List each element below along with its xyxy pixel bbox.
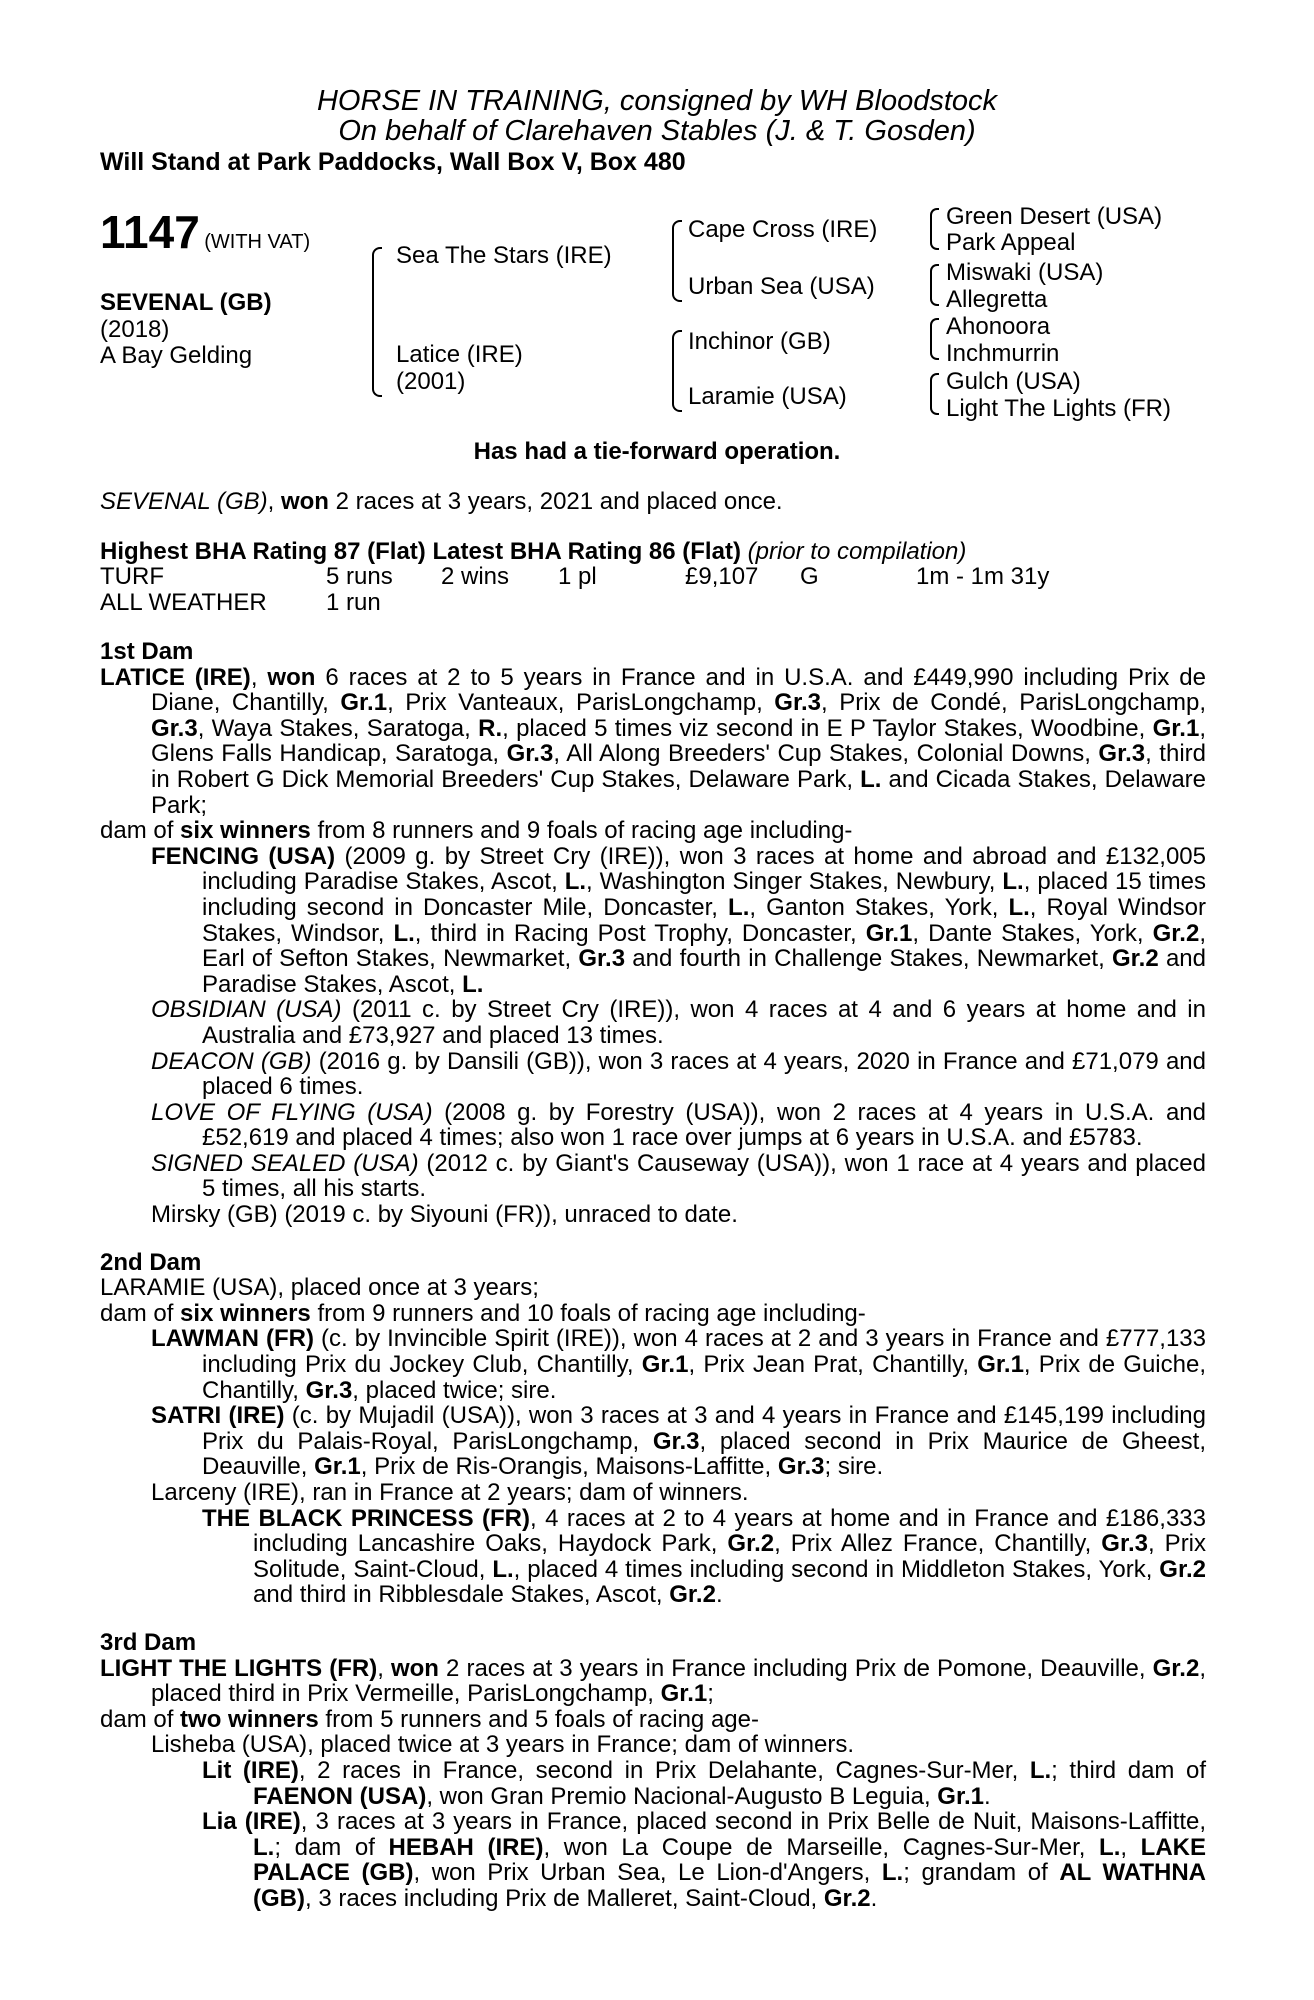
pedigree-ddd: Light The Lights (FR) xyxy=(946,395,1171,422)
pedigree-ssd: Park Appeal xyxy=(946,229,1076,256)
first-dam-heading: 1st Dam xyxy=(100,638,194,665)
turf-prize-money: £9,107 xyxy=(685,563,759,590)
summary-horse-name: SEVENAL (GB) xyxy=(100,488,268,515)
operation-note: Has had a tie-forward operation. xyxy=(473,438,841,465)
pedigree-dam-dam: Laramie (USA) xyxy=(688,383,847,410)
produce-lawman: LAWMAN (FR) (c. by Invincible Spirit (IRE)), won 4 races at 2 and 3 years in France and £777,133 including Prix du Jockey Club, Chantilly, Gr.1, Prix Jean Prat, Chantilly, Gr.1, Prix de Guiche, Chantilly, Gr.3, placed twice; sire. xyxy=(151,1325,1207,1404)
race-summary: SEVENAL (GB), won 2 races at 3 years, 2021 and placed once. xyxy=(100,488,783,515)
pedigree-dds: Gulch (USA) xyxy=(946,368,1081,395)
turf-placings: 1 pl xyxy=(558,563,597,590)
lot-number: 1147 xyxy=(100,206,200,258)
pedigree-dsd: Inchmurrin xyxy=(946,340,1060,367)
header-line-2: On behalf of Clarehaven Stables (J. & T. Gosden) xyxy=(338,115,976,147)
pedigree-brace-1 xyxy=(372,247,382,397)
pedigree-dam-sire: Inchinor (GB) xyxy=(688,328,831,355)
pedigree-brace-3 xyxy=(672,330,682,412)
pedigree-dss: Ahonoora xyxy=(946,313,1051,340)
horse-name: SEVENAL (GB) xyxy=(100,289,272,316)
pedigree-sss: Green Desert (USA) xyxy=(946,203,1163,230)
pedigree-brace-6 xyxy=(930,318,939,360)
pedigree-sds: Miswaki (USA) xyxy=(946,259,1104,286)
second-dam-entry: LARAMIE (USA), placed once at 3 years; xyxy=(100,1274,539,1302)
produce-signed-sealed: SIGNED SEALED (USA) (2012 c. by Giant's Causeway (USA)), won 1 race at 4 years and placed 5 times, all his starts. xyxy=(151,1149,1206,1203)
aw-label: ALL WEATHER xyxy=(100,589,267,616)
produce-satri: SATRI (IRE) (c. by Mujadil (USA)), won 3 races at 3 and 4 years in France and £145,199 including Prix du Palais-Royal, ParisLongchamp, Gr.3, placed second in Prix Maurice de Gheest, Deauville, Gr.1, Prix de Ris-Orangis, Maisons-Laffitte, Gr.3; sire. xyxy=(151,1402,1206,1481)
horse-description: A Bay Gelding xyxy=(100,342,253,369)
ratings-line xyxy=(100,539,966,565)
first-dam-produce-line: dam of six winners from 8 runners and 9 foals of racing age including- xyxy=(100,817,853,845)
horse-year: (2018) xyxy=(100,316,170,343)
vat-note: (WITH VAT) xyxy=(204,231,311,253)
produce-the-black-princess: THE BLACK PRINCESS (FR), 4 races at 2 to 4 years at home and in France and £186,333 including Lancashire Oaks, Haydock Park, Gr.2, Prix Allez France, Chantilly, Gr.3, Prix Solitude, Saint-Cloud, L., placed 4 times including second in Middleton Stakes, York, Gr.2 and third in Ribblesdale Stakes, Ascot, Gr.2. xyxy=(202,1504,1207,1609)
summary-won: won xyxy=(280,488,329,515)
produce-lisheba: Lisheba (USA), placed twice at 3 years in France; dam of winners. xyxy=(151,1731,854,1759)
produce-deacon: DEACON (GB) (2016 g. by Dansili (GB)), won 3 races at 4 years, 2020 in France and £71,079 and placed 6 times. xyxy=(151,1047,1206,1101)
first-dam-entry: LATICE (IRE), won 6 races at 2 to 5 years in France and in U.S.A. and £449,990 including Prix de Diane, Chantilly, Gr.1, Prix Vanteaux, ParisLongchamp, Gr.3, Prix de Condé, ParisLongchamp, Gr.3, Waya Stakes, Saratoga, R., placed 5 times viz second in E P Taylor Stakes, Woodbine, Gr.1, Glens Falls Handicap, Saratoga, Gr.3, All Along Breeders' Cup Stakes, Colonial Downs, Gr.3, third in Robert G Dick Memorial Breeders' Cup Stakes, Delaware Park, L. and Cicada Stakes, Delaware Park; xyxy=(100,663,1207,819)
pedigree-brace-4 xyxy=(930,208,939,250)
pedigree-sdd: Allegretta xyxy=(946,286,1048,313)
pedigree-sire: Sea The Stars (IRE) xyxy=(396,242,612,269)
summary-text: 2 races at 3 years, 2021 and placed once. xyxy=(328,488,783,515)
produce-mirsky: Mirsky (GB) (2019 c. by Siyouni (FR)), unraced to date. xyxy=(151,1201,738,1229)
produce-fencing: FENCING (USA) (2009 g. by Street Cry (IRE)), won 3 races at home and abroad and £132,005 including Paradise Stakes, Ascot, L., Washington Singer Stakes, Newbury, L., placed 15 times including second in Doncaster Mile, Doncaster, L., Ganton Stakes, York, L., Royal Windsor Stakes, Windsor, L., third in Racing Post Trophy, Doncaster, Gr.1, Dante Stakes, York, Gr.2, Earl of Sefton Stakes, Newmarket, Gr.3 and fourth in Challenge Stakes, Newmarket, Gr.2 and Paradise Stakes, Ascot, L. xyxy=(151,842,1207,998)
lot-number-block xyxy=(100,206,310,258)
turf-distance: 1m - 1m 31y xyxy=(916,563,1050,590)
produce-lia: Lia (IRE), 3 races at 3 years in France, placed second in Prix Belle de Nuit, Maisons-Laffitte, L.; dam of HEBAH (IRE), won La Coupe de Marseille, Cagnes-Sur-Mer, L., LAKE PALACE (GB), won Prix Urban Sea, Le Lion-d'Angers, L.; grandam of AL WATHNA (GB), 3 races including Prix de Malleret, Saint-Cloud, Gr.2. xyxy=(202,1808,1207,1912)
header-line-3: Will Stand at Park Paddocks, Wall Box V, Box 480 xyxy=(100,148,686,176)
produce-obsidian: OBSIDIAN (USA) (2011 c. by Street Cry (IRE)), won 4 races at 4 and 6 years at home and in Australia and £73,927 and placed 13 times. xyxy=(151,996,1206,1049)
pedigree-sire-dam: Urban Sea (USA) xyxy=(688,273,875,300)
turf-going: G xyxy=(800,563,819,590)
third-dam-heading: 3rd Dam xyxy=(100,1628,197,1656)
pedigree-dam: Latice (IRE) xyxy=(396,341,523,368)
pedigree-brace-2 xyxy=(672,220,682,302)
produce-larceny: Larceny (IRE), ran in France at 2 years; dam of winners. xyxy=(151,1479,749,1506)
pedigree-dam-year: (2001) xyxy=(396,368,466,395)
ratings-note: (prior to compilation) xyxy=(747,538,967,565)
aw-runs: 1 run xyxy=(326,589,381,616)
turf-wins: 2 wins xyxy=(441,563,510,590)
header-line-1: HORSE IN TRAINING, consigned by WH Bloodstock xyxy=(316,85,998,117)
turf-label: TURF xyxy=(100,563,164,590)
third-dam-produce-line: dam of two winners from 5 runners and 5 foals of racing age- xyxy=(100,1705,759,1733)
family-section xyxy=(100,639,1206,1912)
pedigree-brace-5 xyxy=(930,264,939,306)
produce-love-of-flying: LOVE OF FLYING (USA) (2008 g. by Forestry (USA)), won 2 races at 4 years in U.S.A. and £52,619 and placed 4 times; also won 1 race over jumps at 6 years in U.S.A. and £5783. xyxy=(151,1098,1206,1152)
produce-lit: Lit (IRE), 2 races in France, second in Prix Delahante, Cagnes-Sur-Mer, L.; third dam of FAENON (USA), won Gran Premio Nacional-Augusto B Leguia, Gr.1. xyxy=(202,1756,1207,1810)
turf-runs: 5 runs xyxy=(326,563,393,590)
second-dam-produce-line: dam of six winners from 9 runners and 10 foals of racing age including- xyxy=(100,1299,866,1327)
second-dam-heading: 2nd Dam xyxy=(100,1248,202,1276)
ratings-title: Highest BHA Rating 87 (Flat) Latest BHA Rating 86 (Flat) xyxy=(100,538,741,565)
pedigree-sire-sire: Cape Cross (IRE) xyxy=(688,216,878,243)
pedigree-brace-7 xyxy=(930,373,939,415)
third-dam-entry: LIGHT THE LIGHTS (FR), won 2 races at 3 years in France including Prix de Pomone, Deauville, Gr.2, placed third in Prix Vermeille, ParisLongchamp, Gr.1; xyxy=(100,1654,1206,1708)
